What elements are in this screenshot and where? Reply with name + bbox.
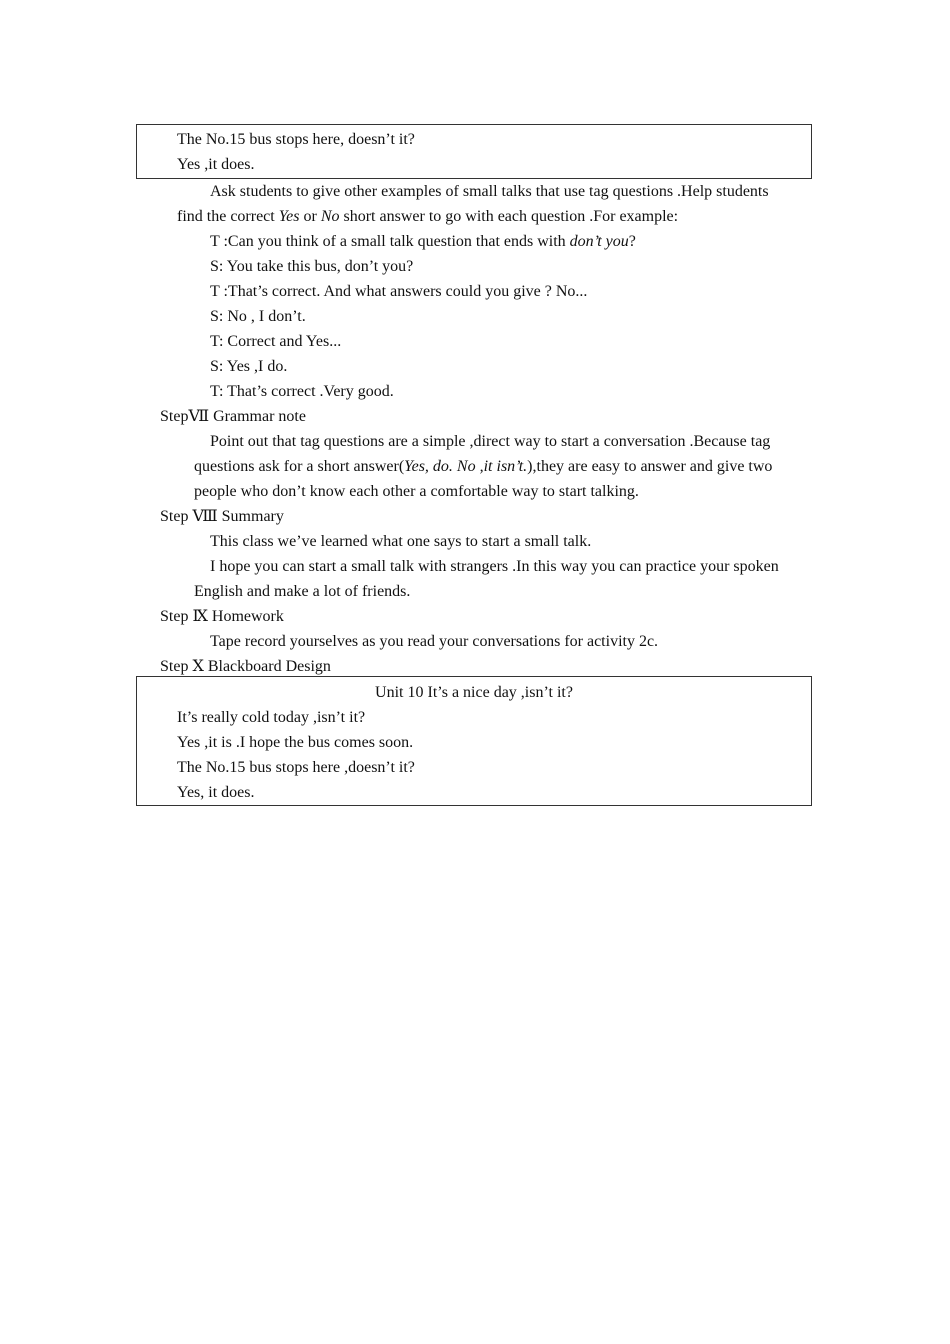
step-heading: StepⅦ Grammar note: [160, 408, 306, 425]
paragraph-line: Point out that tag questions are a simple ,direct way to start a conversation .Because tag: [210, 433, 771, 450]
italic-phrase: Yes, do. No ,it isn’t.: [404, 458, 528, 475]
dialogue-line: T: That’s correct .Very good.: [210, 383, 394, 400]
dialogue-line: S: Yes ,I do.: [210, 358, 288, 375]
step-heading: Step Ⅹ Blackboard Design: [160, 658, 331, 675]
box-line: Yes ,it does.: [177, 156, 255, 173]
blackboard-line: The No.15 bus stops here ,doesn’t it?: [177, 759, 415, 776]
dialogue-line: S: No , I don’t.: [210, 308, 306, 325]
text-span: ?: [628, 233, 636, 250]
text-span: short answer to go with each question .For example:: [339, 208, 679, 225]
text-span: T :Can you think of a small talk question that ends with: [210, 233, 570, 250]
dialogue-line: T :That’s correct. And what answers could you give ? No...: [210, 283, 588, 300]
blackboard-line: Yes ,it is .I hope the bus comes soon.: [177, 734, 414, 751]
paragraph-line: I hope you can start a small talk with strangers .In this way you can practice your spoken: [210, 558, 779, 575]
blackboard-line: It’s really cold today ,isn’t it?: [177, 709, 366, 726]
text-span: or: [299, 208, 321, 225]
dialogue-line: [210, 229, 636, 254]
paragraph-line: This class we’ve learned what one says to start a small talk.: [210, 533, 592, 550]
text-span: ),they are easy to answer and give two: [527, 458, 773, 475]
step-heading: Step Ⅸ Homework: [160, 608, 284, 625]
italic-phrase: don’t you: [569, 233, 629, 250]
blackboard-line: Yes, it does.: [177, 784, 255, 801]
paragraph-line: [177, 204, 678, 229]
italic-no: No: [320, 208, 340, 225]
box-line: The No.15 bus stops here, doesn’t it?: [177, 131, 415, 148]
paragraph-line: Tape record yourselves as you read your conversations for activity 2c.: [210, 633, 659, 650]
paragraph-line: English and make a lot of friends.: [194, 583, 411, 600]
text-span: questions ask for a short answer(: [194, 458, 405, 475]
paragraph-line: [194, 454, 772, 479]
dialogue-line: S: You take this bus, don’t you?: [210, 258, 414, 275]
paragraph-line: Ask students to give other examples of small talks that use tag questions .Help students: [210, 183, 769, 200]
dialogue-line: T: Correct and Yes...: [210, 333, 342, 350]
paragraph-line: people who don’t know each other a comfortable way to start talking.: [194, 483, 639, 500]
step-heading: Step Ⅷ Summary: [160, 508, 284, 525]
blackboard-title: Unit 10 It’s a nice day ,isn’t it?: [375, 684, 573, 701]
text-span: find the correct: [177, 208, 279, 225]
italic-yes: Yes: [278, 208, 300, 225]
